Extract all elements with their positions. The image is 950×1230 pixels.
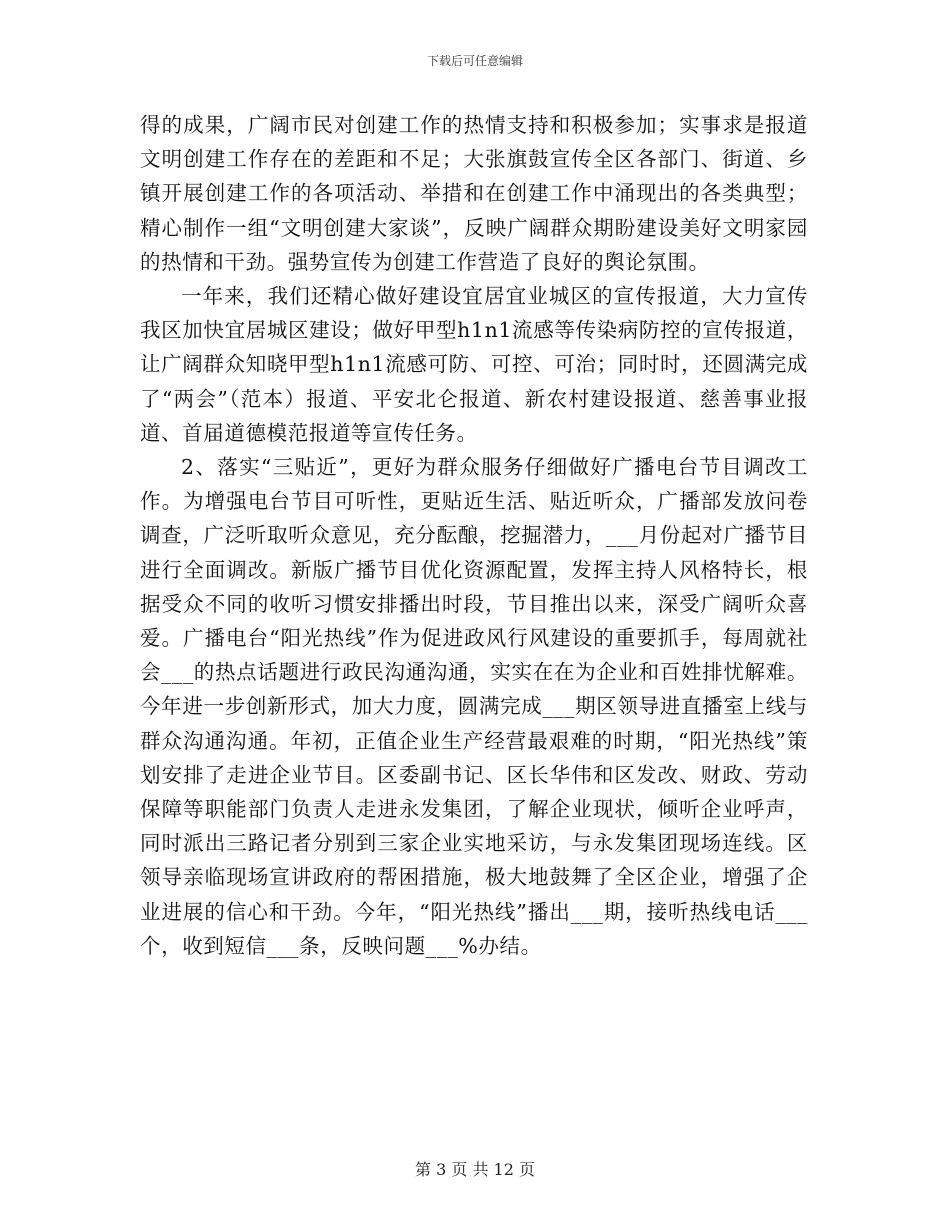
paragraph-radio-program: 2、落实“三贴近”，更好为群众服务仔细做好广播电台节目调改工作。为增强电台节目可听性，更贴近生活、贴近听众，广播部发放问卷调查，广泛听取听众意见，充分酝酿，挖掘潜力，___月份起对广播节目进行全面调改。新版广播节目优化资源配置，发挥主持人风格特长，根据受众不同的收听习惯安排播出时段，节目推出以来，深受广阔听众喜爱。广播电台“阳光热线”作为促进政风行风建设的重要抓手，每周就社会___的热点话题进行政民沟通沟通，实实在在为企业和百姓排忧解难。今年进一步创新形式，加大力度，圆满完成___期区领导进直播室上线与群众沟通沟通。年初，正值企业生产经营最艰难的时期，“阳光热线”策划安排了走进企业节目。区委副书记、区长华伟和区发改、财政、劳动保障等职能部门负责人走进永发集团，了解企业现状，倾听企业呼声，同时派出三路记者分别到三家企业实地采访，与永发集团现场连线。区领导亲临现场宣讲政府的帮困措施，极大地鼓舞了全区企业，增强了企业进展的信心和干劲。今年，“阳光热线”播出___期，接听热线电话___个，收到短信___条，反映问题___%办结。 [140, 455, 808, 958]
page-number: 第 3 页 共 12 页 [415, 1160, 535, 1179]
page-header: 下载后可任意编辑 [426, 54, 523, 68]
document-body [140, 108, 808, 963]
paragraph-continuation: 得的成果，广阔市民对创建工作的热情支持和积极参加；实事求是报道文明创建工作存在的差距和不足；大张旗鼓宣传全区各部门、街道、乡镇开展创建工作的各项活动、举措和在创建工作中涌现出的各类典型；精心制作一组“文明创建大家谈”，反映广阔群众期盼建设美好文明家园的热情和干劲。强势宣传为创建工作营造了良好的舆论氛围。 [140, 113, 808, 274]
paragraph-publicity-report: 一年来，我们还精心做好建设宜居宜业城区的宣传报道，大力宣传我区加快宜居城区建设；做好甲型h1n1流感等传染病防控的宣传报道，让广阔群众知晓甲型h1n1流感可防、可控、可治；同时时，还圆满完成了“两会”（范本）报道、平安北仑报道、新农村建设报道、慈善事业报道、首届道德模范报道等宣传任务。 [140, 284, 808, 445]
